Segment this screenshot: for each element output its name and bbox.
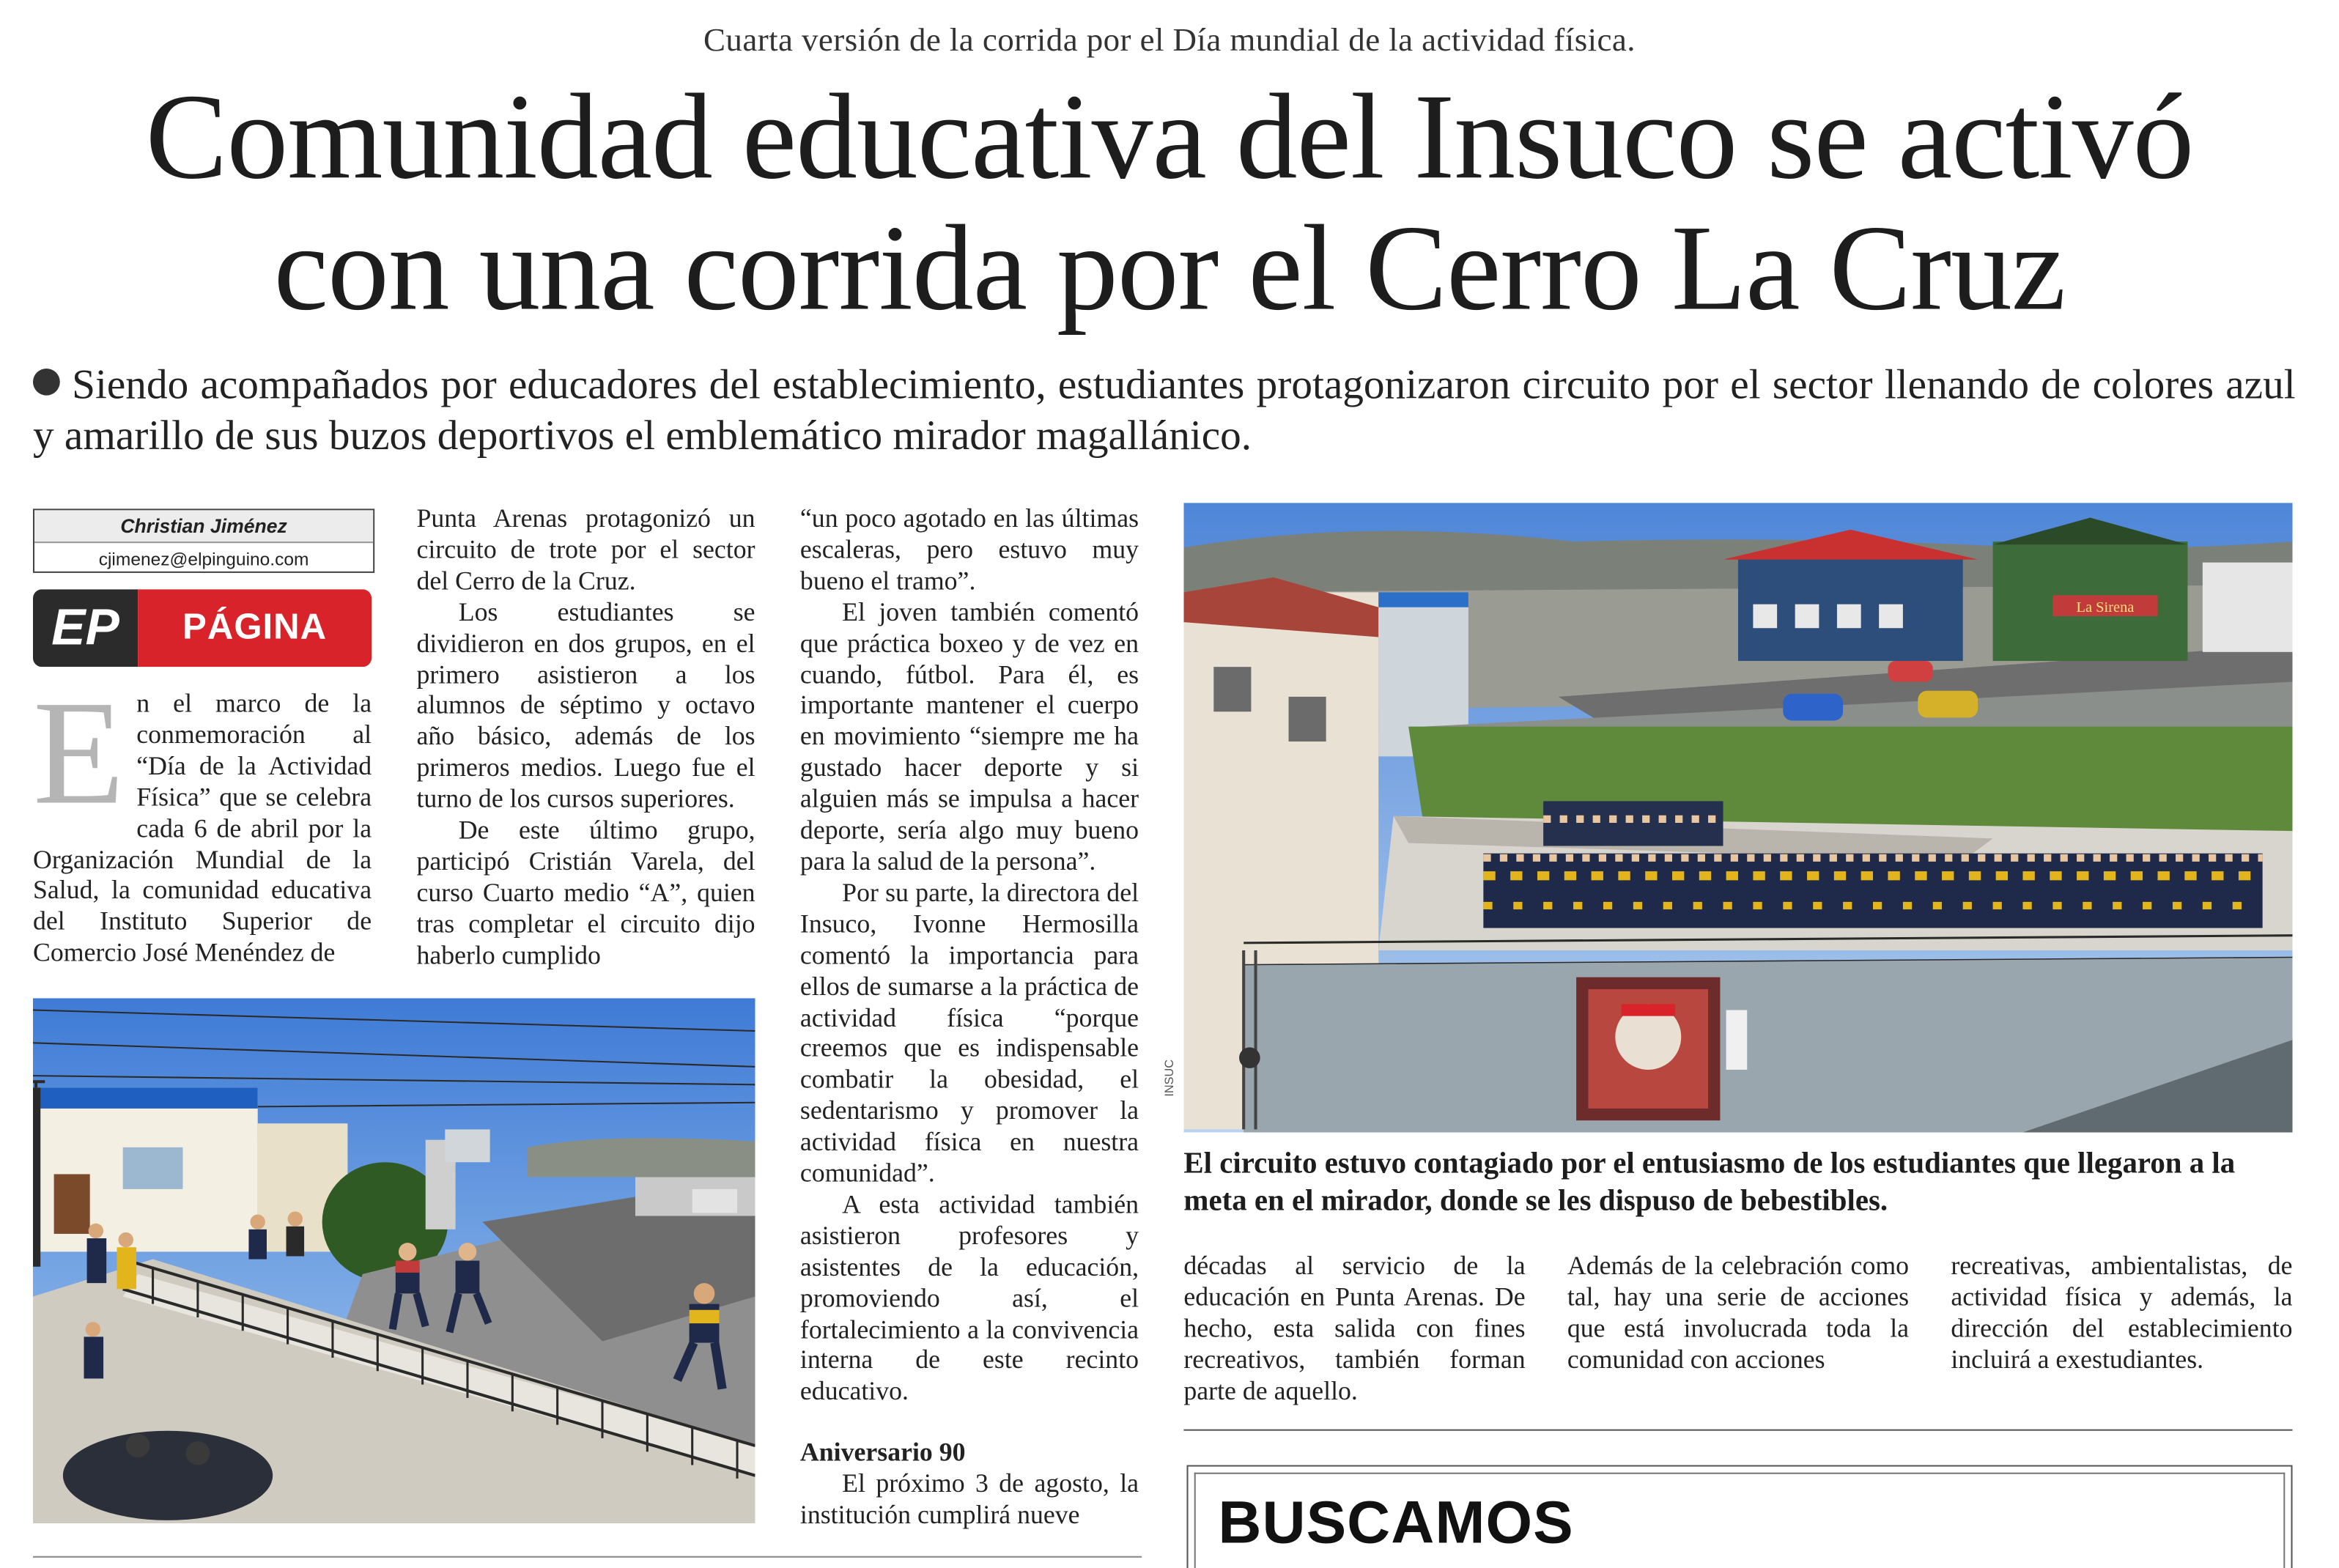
runners-illustration bbox=[33, 998, 755, 1523]
classified-ad bbox=[1186, 1465, 2292, 1568]
drop-cap: E bbox=[32, 670, 125, 836]
paragraph: Los estudiantes se dividieron en dos grupos, en el primero asistieron a los alumnos de séptimo y octavo año básico, además de los primeros medios. Luego fue el turno de los cursos superiores. bbox=[416, 596, 755, 814]
shop-sign: La Sirena bbox=[2076, 599, 2135, 615]
photo-credit: INSUC bbox=[1162, 1059, 1177, 1097]
mirador-illustration bbox=[1183, 503, 2292, 1132]
subheading: Aniversario 90 bbox=[799, 1437, 966, 1468]
ep-logo: EP bbox=[33, 589, 138, 667]
author-email: cjimenez@elpinguino.com bbox=[98, 549, 309, 570]
paragraph: “un poco agotado en las últimas escaleras, pero estuvo muy bueno el tramo”. bbox=[799, 503, 1139, 596]
article-column-4 bbox=[1183, 1250, 1525, 1406]
paragraph: De este último grupo, participó Cristián Varela, del curso Cuarto medio “A”, quien tras completar el circuito dijo haberlo cumplido bbox=[416, 814, 755, 969]
article-column-2 bbox=[416, 503, 755, 971]
paragraph: décadas al servicio de la educación en Punta Arenas. De hecho, esta salida con fines recreativos, también forman parte de aquello. bbox=[1183, 1250, 1526, 1405]
web-page-badge[interactable] bbox=[33, 589, 372, 667]
column-rule bbox=[1183, 1430, 2292, 1431]
dek bbox=[33, 361, 2296, 462]
byline bbox=[33, 509, 374, 573]
paragraph: Además de la celebración como tal, hay una serie de acciones que está involucrada toda la comunidad con acciones bbox=[1567, 1250, 1910, 1374]
web-page-label: PÁGINA bbox=[138, 589, 372, 667]
article-column-1 bbox=[32, 670, 372, 969]
bullet-icon bbox=[33, 369, 60, 396]
paragraph: El próximo 3 de agosto, la institución cumplirá nueve bbox=[799, 1468, 1139, 1530]
headline-line-2: con una corrida por el Cerro La Cruz bbox=[273, 199, 2066, 336]
ad-title: BUSCAMOS bbox=[1218, 1490, 1574, 1556]
photo-runners bbox=[33, 998, 755, 1523]
dek-text: Siendo acompañados por educadores del establecimiento, estudiantes protagonizaron circuito por el sector llenando de colores azul y amarillo de sus buzos deportivos el emblemático mirador magallánico. bbox=[32, 362, 2296, 460]
article-column-5 bbox=[1567, 1250, 1909, 1375]
column-1-text: n el marco de la conmemoración al “Día de la Actividad Física” que se celebra cada 6 de abril por la Organización Mundial de la Salud, la comunidad educativa del Instituto Superior de Comercio José Menéndez de bbox=[32, 687, 372, 967]
photo-mirador bbox=[1183, 503, 2292, 1132]
article-column-3 bbox=[800, 503, 1139, 1531]
article-column-6 bbox=[1951, 1250, 2292, 1375]
paragraph: El joven también comentó que práctica boxeo y de vez en cuando, fútbol. Para él, es importante mantener el cuerpo en movimiento “siempre me ha gustado hacer deporte y si alguien más se impulsa a hacer deporte, sería algo muy bueno para la salud de la persona”. bbox=[799, 596, 1139, 876]
photo-caption: El circuito estuvo contagiado por el entusiasmo de los estudiantes que llegaron a la meta en el mirador, donde se les dispuso de bebestibles. bbox=[1183, 1147, 2236, 1218]
paragraph: Por su parte, la directora del Insuco, Ivonne Hermosilla comentó la importancia para ellos de sumarse a la práctica de actividad física “porque creemos que es indispensable combatir la obesidad, el sedentarismo y promover la actividad física en nuestra comunidad”. bbox=[799, 877, 1139, 1188]
bottom-rule bbox=[33, 1556, 1142, 1568]
kicker: Cuarta versión de la corrida por el Día mundial de la actividad física. bbox=[703, 21, 1636, 59]
paragraph: Punta Arenas protagonizó un circuito de trote por el sector del Cerro de la Cruz. bbox=[416, 503, 755, 596]
headline-line-1: Comunidad educativa del Insuco se activó bbox=[145, 68, 2194, 204]
paragraph: A esta actividad también asistieron profesores y asistentes de la educación, promoviendo así, el fortalecimiento a la convivencia interna de este recinto educativo. bbox=[799, 1188, 1139, 1406]
author-name: Christian Jiménez bbox=[34, 510, 373, 543]
headline bbox=[0, 68, 2339, 336]
paragraph: recreativas, ambientalistas, de actividad física y además, la dirección del establecimiento incluirá a exestudiantes. bbox=[1951, 1250, 2293, 1374]
